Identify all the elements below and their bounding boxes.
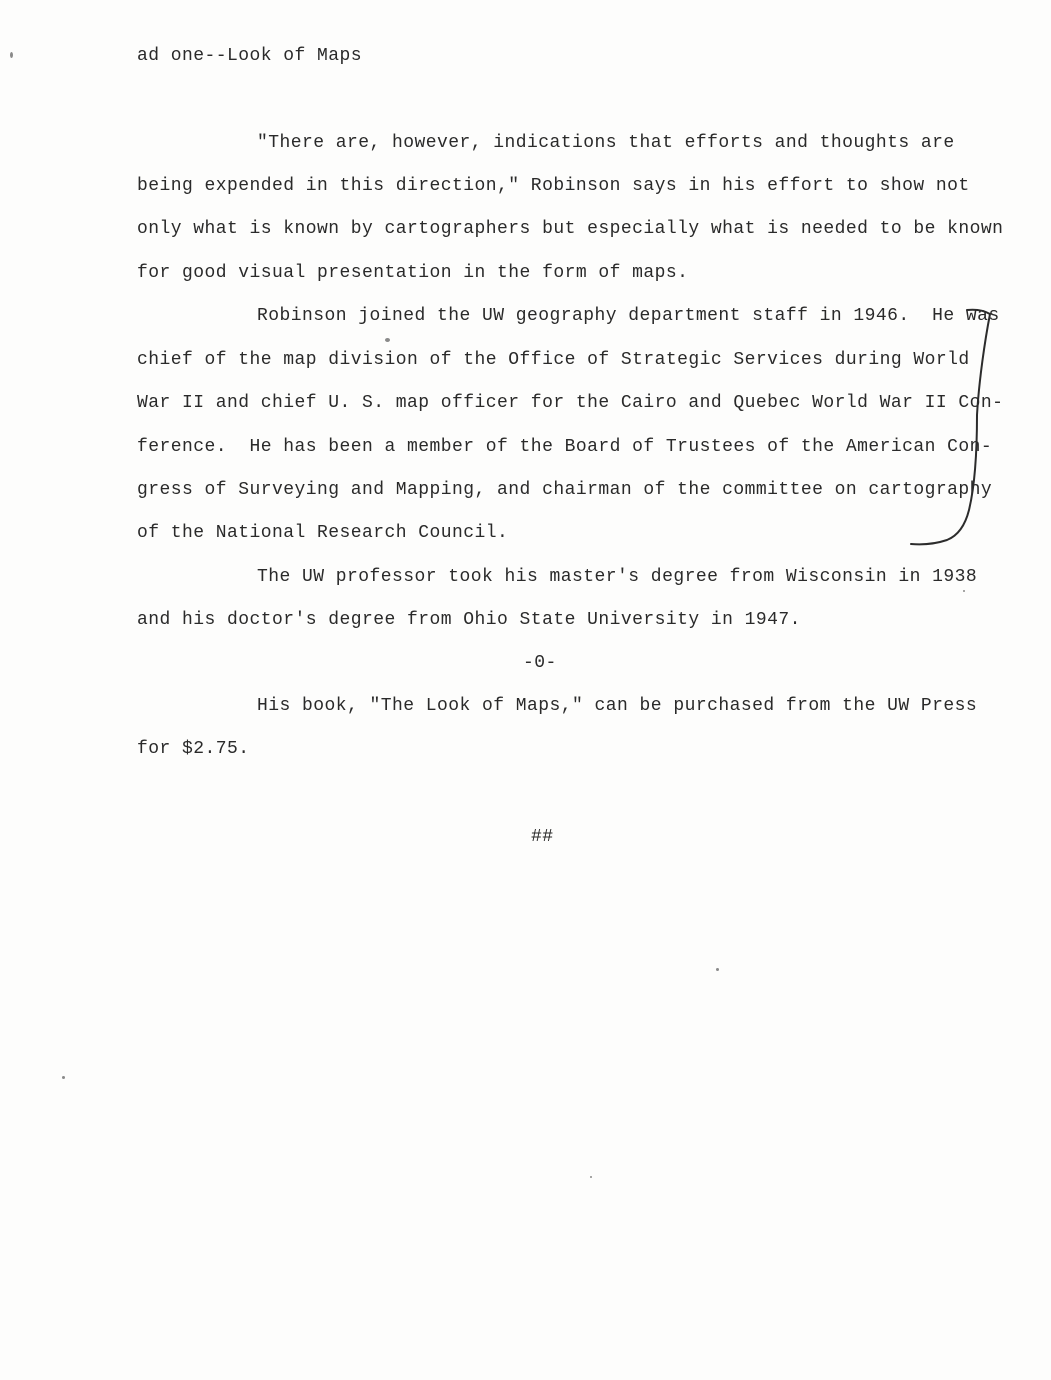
paragraph-3-line-1: The UW professor took his master's degree from Wisconsin in 1938 [257, 567, 978, 587]
paragraph-1-line-4: for good visual presentation in the form of maps. [137, 263, 689, 283]
running-head: ad one--Look of Maps [137, 46, 363, 66]
paragraph-4-line-1: His book, "The Look of Maps," can be purchased from the UW Press [257, 696, 978, 716]
paper-speck [590, 1176, 592, 1178]
paper-speck [385, 338, 390, 342]
paper-speck [62, 1076, 65, 1079]
paragraph-2-line-6: of the National Research Council. [137, 523, 509, 543]
handwritten-bracket-mark [905, 300, 995, 560]
paragraph-4-line-2: for $2.75. [137, 739, 250, 759]
paragraph-2-line-1: Robinson joined the UW geography department staff in 1946. He was [257, 306, 1000, 326]
paragraph-1-line-3: only what is known by cartographers but especially what is needed to be known [137, 219, 1004, 239]
section-separator: -0- [523, 653, 557, 673]
paragraph-1-line-1: "There are, however, indications that efforts and thoughts are [257, 133, 955, 153]
paper-speck [716, 968, 719, 971]
paragraph-2-line-4: ference. He has been a member of the Board of Trustees of the American Con- [137, 437, 993, 457]
end-mark: ## [531, 827, 554, 847]
paragraph-2-line-3: War II and chief U. S. map officer for the Cairo and Quebec World War II Con- [137, 393, 1004, 413]
paper-speck [963, 590, 965, 592]
paragraph-3-line-2: and his doctor's degree from Ohio State University in 1947. [137, 610, 801, 630]
paper-speck [10, 52, 13, 58]
paragraph-2-line-5: gress of Surveying and Mapping, and chairman of the committee on cartography [137, 480, 993, 500]
paragraph-2-line-2: chief of the map division of the Office of Strategic Services during World [137, 350, 970, 370]
paragraph-1-line-2: being expended in this direction," Robinson says in his effort to show not [137, 176, 970, 196]
